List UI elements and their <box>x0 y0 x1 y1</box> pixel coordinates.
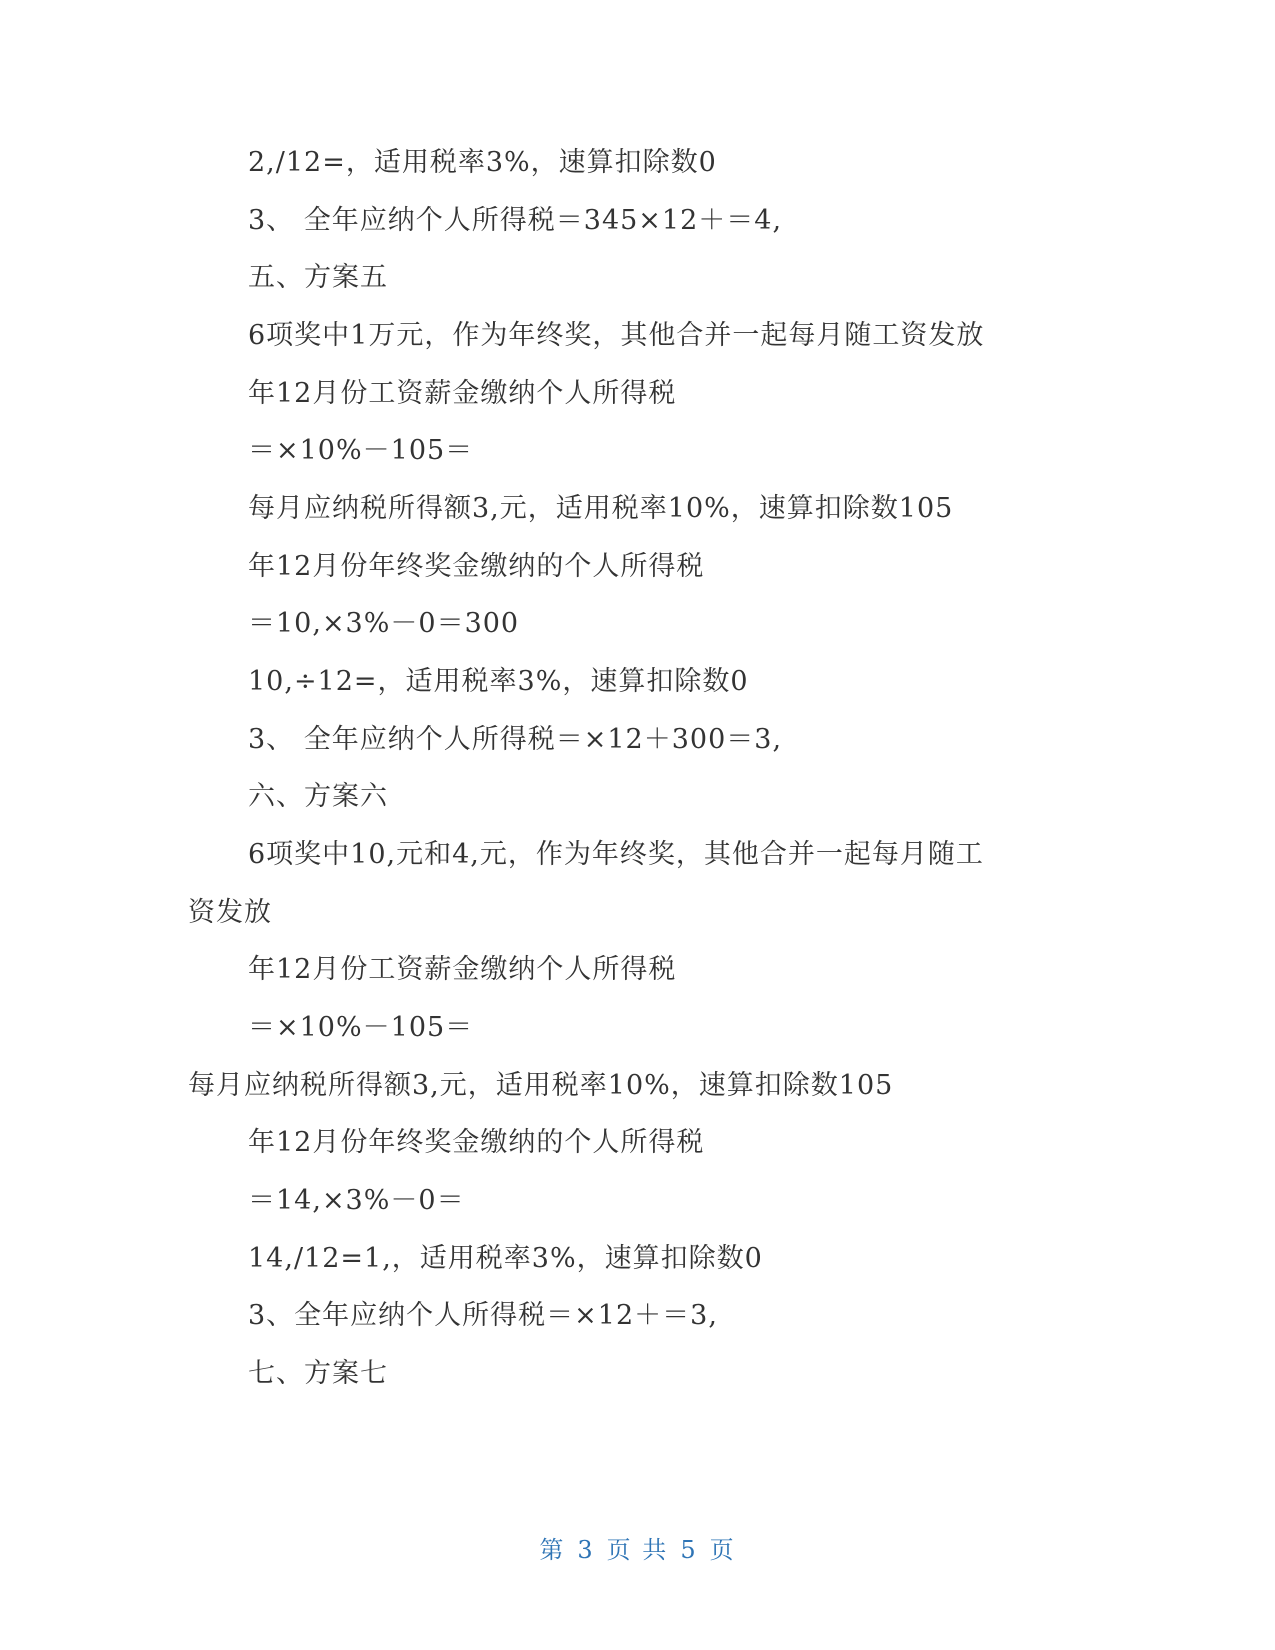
footer-suffix: 页 <box>709 1536 736 1564</box>
text-line: 每月应纳税所得额3,元，适用税率10%，速算扣除数105 <box>188 1070 894 1101</box>
text-line: 年12月份年终奖金缴纳的个人所得税 <box>248 551 705 582</box>
footer-prefix: 第 <box>539 1536 566 1564</box>
text-line: 2,/12=，适用税率3%，速算扣除数0 <box>248 147 717 178</box>
text-line: 14,/12=1,，适用税率3%，速算扣除数0 <box>248 1243 763 1274</box>
text-line: ＝14,×3%－0＝ <box>248 1185 465 1216</box>
section-heading: 六、方案六 <box>248 781 388 812</box>
total-pages-number: 5 <box>680 1536 698 1564</box>
text-line: 10,÷12=，适用税率3%，速算扣除数0 <box>248 666 749 697</box>
section-heading: 五、方案五 <box>248 262 388 293</box>
page-footer <box>0 1535 1275 1565</box>
section-heading: 七、方案七 <box>248 1358 388 1389</box>
text-line: 3、全年应纳个人所得税＝×12＋＝3, <box>248 1300 718 1331</box>
text-line: 资发放 <box>188 897 272 928</box>
text-line: 6项奖中10,元和4,元，作为年终奖，其他合并一起每月随工 <box>248 839 984 870</box>
footer-middle: 页 共 <box>606 1536 669 1564</box>
text-line: ＝10,×3%－0＝300 <box>248 608 520 639</box>
text-line: 年12月份工资薪金缴纳个人所得税 <box>248 378 677 409</box>
text-line: 年12月份工资薪金缴纳个人所得税 <box>248 954 677 985</box>
text-line: ＝×10%－105＝ <box>248 435 474 466</box>
text-line: 年12月份年终奖金缴纳的个人所得税 <box>248 1127 705 1158</box>
text-line: ＝×10%－105＝ <box>248 1012 474 1043</box>
text-line: 6项奖中1万元，作为年终奖，其他合并一起每月随工资发放 <box>248 320 985 351</box>
text-line: 每月应纳税所得额3,元，适用税率10%，速算扣除数105 <box>248 493 954 524</box>
text-line: 3、 全年应纳个人所得税＝345×12＋＝4, <box>248 205 783 236</box>
current-page-number: 3 <box>577 1536 595 1564</box>
text-line: 3、 全年应纳个人所得税＝×12＋300＝3, <box>248 724 783 755</box>
